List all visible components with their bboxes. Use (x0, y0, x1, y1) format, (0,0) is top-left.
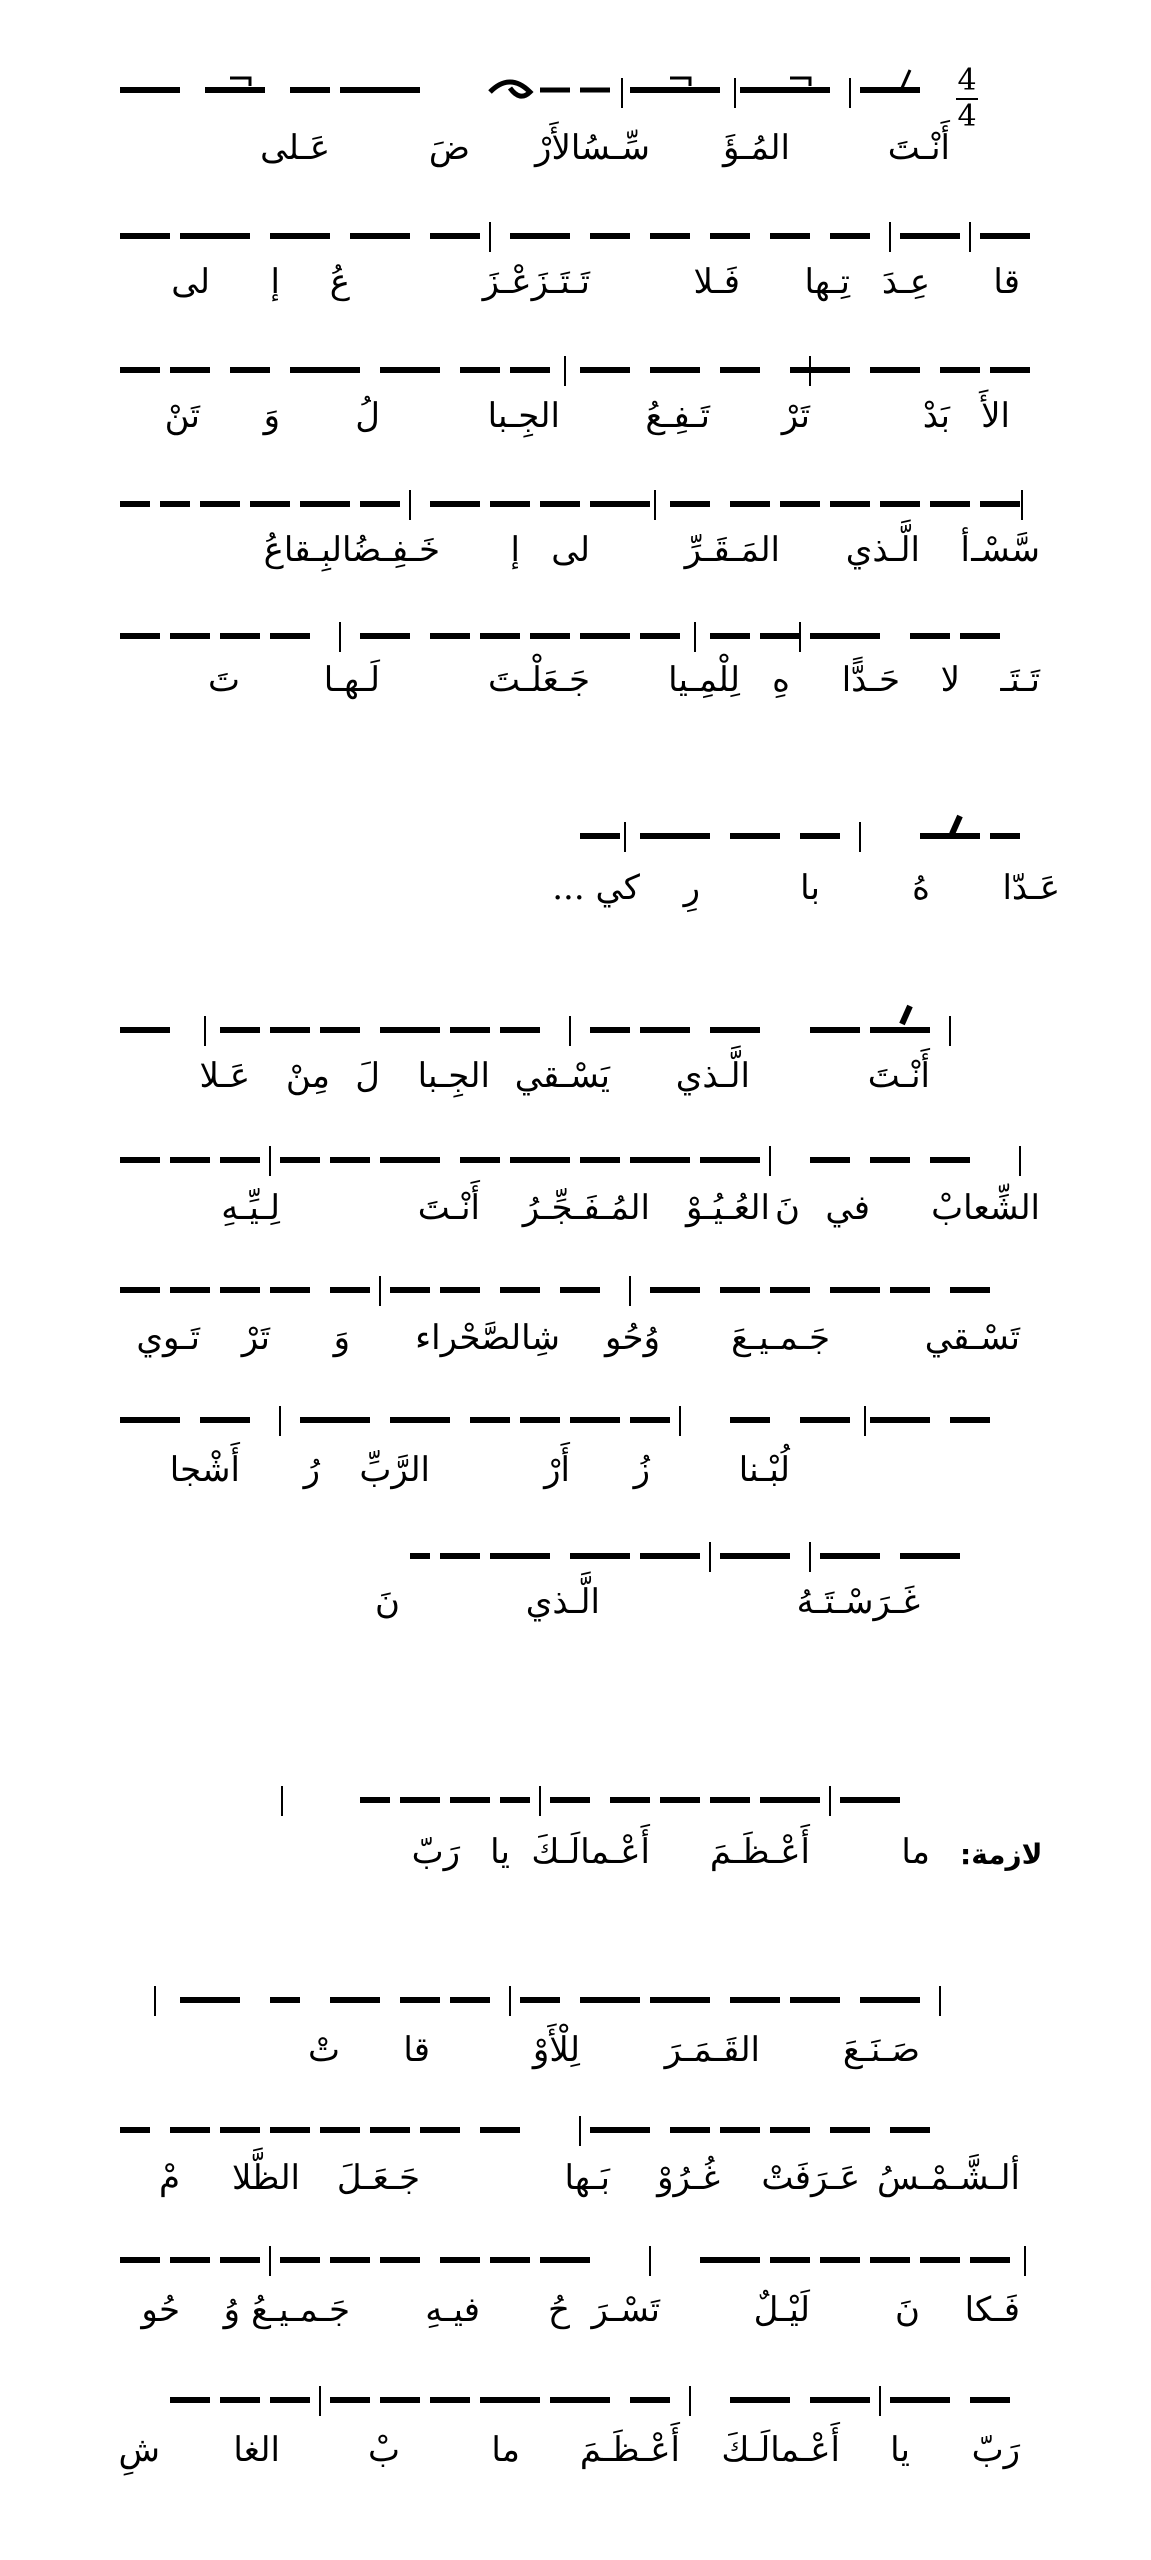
lyric-syllable: جَـعَـلَ (336, 2158, 420, 2198)
lyric-syllable: العُـيُـوْ (686, 1188, 770, 1228)
lyric-syllable: لَـهـا (323, 660, 380, 700)
lyric-syllable: ما (491, 2430, 520, 2470)
lyric-syllable: وَ (263, 396, 280, 436)
notation-svg (110, 1960, 1040, 2040)
lyric-line (110, 2030, 1040, 2074)
notation-line (110, 1960, 1040, 2040)
lyric-syllable: تَ (207, 660, 240, 700)
lyric-syllable: عُ (329, 262, 350, 302)
lyric-syllable: كي ... (552, 868, 640, 908)
lyric-syllable: الجِـبا (487, 396, 560, 436)
lyric-syllable: عِـدَ (881, 262, 930, 302)
lyric-syllable: عَـلى (260, 128, 330, 168)
lyric-syllable: لَيْـلٌ (753, 2290, 810, 2330)
notes (120, 622, 1000, 652)
notes (155, 1986, 940, 2016)
time-signature-numerator: 4 (957, 63, 977, 98)
lyric-line (375, 1582, 1040, 1626)
lyric-syllable: يا (490, 1832, 510, 1872)
lyric-syllable: سِّـسُالأَرْ (535, 128, 650, 168)
lyric-line (110, 1188, 1040, 1232)
notes (120, 2116, 930, 2146)
lyric-syllable: أَشْجا (169, 1450, 240, 1490)
refrain-label: لازمة: (960, 1838, 1043, 1871)
lyric-syllable: تَـتَـزَعْـزَ (482, 262, 590, 302)
lyric-line (110, 2158, 1040, 2202)
notes (120, 2246, 1025, 2276)
lyric-line (270, 1832, 950, 1876)
lyric-syllable: فَـكا (964, 2290, 1020, 2330)
lyric-syllable: عَـلا (199, 1056, 250, 1096)
notation-svg (110, 2220, 1040, 2300)
notes (282, 1786, 900, 1816)
lyric-line (110, 530, 1040, 574)
lyric-syllable: الظَّلا (232, 2158, 300, 2198)
lyric-line (110, 1318, 1040, 1362)
notes (120, 490, 1022, 520)
lyric-syllable: لُبْـنا (738, 1450, 790, 1490)
lyric-syllable: نَ (895, 2290, 920, 2330)
lyric-line (110, 1056, 970, 1100)
lyric-syllable: شِالصَّحْراء (415, 1318, 560, 1358)
lyric-syllable: الَّـذي (525, 1582, 600, 1622)
lyric-line (110, 660, 1040, 704)
notation-line (270, 1760, 970, 1840)
lyric-syllable: أَعْـظَـمَ (709, 1832, 810, 1872)
lyric-syllable: القَـمَـرَ (664, 2030, 760, 2070)
lyric-syllable: تَرْ (781, 396, 810, 436)
lyric-syllable: بَـها (564, 2158, 610, 2198)
lyric-syllable: صَـنَـعَ (842, 2030, 920, 2070)
notation-line (110, 2360, 1040, 2440)
lyric-syllable: إ (270, 262, 280, 302)
lyric-syllable: جَـمـيـعُ (251, 2290, 350, 2330)
lyric-syllable: تَـوي (136, 1318, 200, 1358)
lyric-syllable: هِ (772, 660, 790, 700)
notes (120, 356, 1030, 386)
lyric-syllable: الأَ (981, 396, 1010, 436)
lyric-syllable: أَنْـتَ (417, 1188, 480, 1228)
lyric-syllable: جَـمـيـعَ (731, 1318, 830, 1358)
lyric-line (110, 2430, 1040, 2474)
lyric-syllable: وُحُو (604, 1318, 660, 1358)
lyric-syllable: رَبّ (971, 2430, 1020, 2470)
lyric-syllable: أَعْـمالَـكَ (721, 2430, 840, 2470)
lyric-syllable: يَسْـقي (514, 1056, 610, 1096)
lyric-syllable: با (800, 868, 820, 908)
notes (170, 2386, 1010, 2416)
lyric-syllable: لُ (355, 396, 380, 436)
lyric-syllable: المَـقَـرِّ (684, 530, 780, 570)
lyric-syllable: هُ (912, 868, 930, 908)
lyric-line (110, 1450, 1040, 1494)
lyric-syllable: مِنْ (285, 1056, 330, 1096)
notes (120, 1406, 990, 1436)
lyric-syllable: الشِّعابْ (931, 1188, 1040, 1228)
lyric-syllable: رِ (683, 868, 700, 908)
lyric-syllable: حَـدًّا (841, 660, 900, 700)
lyric-syllable: يا (890, 2430, 910, 2470)
lyric-syllable: غَـرَسْـتَـهُ (796, 1582, 920, 1622)
lyric-syllable: أ (960, 530, 970, 570)
notes (580, 816, 1020, 852)
lyric-syllable: أَعْـظَـمَ (579, 2430, 680, 2470)
lyric-syllable: أَنْـتَ (867, 1056, 930, 1096)
notes (410, 1542, 960, 1572)
lyric-syllable: أَعْـمالَـكَ (531, 1832, 650, 1872)
lyric-syllable: لى (171, 262, 210, 302)
lyric-syllable: تَسْـقي (924, 1318, 1020, 1358)
lyric-syllable: الغا (233, 2430, 280, 2470)
lyric-line (110, 396, 1040, 440)
lyric-syllable: عَـرَفَتْ (761, 2158, 860, 2198)
lyric-syllable: ألـشَّـمْـسُ (876, 2158, 1020, 2198)
lyric-syllable: لى (551, 530, 590, 570)
lyric-syllable: بْ (367, 2430, 400, 2470)
lyric-syllable: ما (901, 1832, 930, 1872)
lyric-syllable: الرَّبِّ (359, 1450, 430, 1490)
lyric-syllable: تِـها (804, 262, 850, 302)
lyric-syllable: لِلْأَوْ (532, 2030, 580, 2070)
lyric-syllable: لِـيِّـهِ (221, 1188, 280, 1228)
lyric-syllable: المُـؤَ (723, 128, 790, 168)
lyric-syllable: إ (510, 530, 520, 570)
lyric-syllable: الَّـذي (845, 530, 920, 570)
lyric-syllable: خَـفِـضُالبِـقاعُ (263, 530, 440, 570)
lyric-syllable: شِ (118, 2430, 160, 2470)
lyric-syllable: نَ (375, 1582, 400, 1622)
lyric-syllable: بَدْ (922, 396, 950, 436)
notes (120, 70, 920, 108)
notes (120, 1276, 990, 1306)
lyric-line (110, 262, 1040, 306)
notes (120, 222, 1030, 252)
lyric-syllable: تَـتَـ (1000, 660, 1040, 700)
lyric-line (500, 868, 1060, 912)
lyric-syllable: أَرْ (544, 1450, 570, 1490)
lyric-syllable: تْ (307, 2030, 340, 2070)
lyric-syllable: ضَ (428, 128, 470, 168)
lyric-syllable: تَسْـرَ (591, 2290, 660, 2330)
notation-svg (270, 1760, 970, 1840)
lyric-syllable: الَّـذي (675, 1056, 750, 1096)
lyric-syllable: حُ (548, 2290, 570, 2330)
lyric-syllable: رُ (303, 1450, 320, 1490)
lyric-syllable: في (825, 1188, 870, 1228)
lyric-syllable: أَنْـتَ (887, 128, 950, 168)
lyric-syllable: قا (403, 2030, 430, 2070)
notes (120, 1006, 950, 1046)
lyric-syllable: سَّسْـ (971, 530, 1040, 570)
lyric-syllable: تَرْ (241, 1318, 270, 1358)
lyric-line (110, 2290, 1040, 2334)
lyric-syllable: نَ (775, 1188, 800, 1228)
notes (120, 1146, 1020, 1176)
lyric-line (110, 128, 1010, 172)
lyric-syllable: وَ (333, 1318, 350, 1358)
notation-line (110, 2220, 1040, 2300)
lyric-syllable: عَـدّا (1002, 868, 1060, 908)
lyric-syllable: قا (993, 262, 1020, 302)
lyric-syllable: غُـرُوْ (657, 2158, 720, 2198)
lyric-syllable: تَنْ (164, 396, 200, 436)
lyric-syllable: حُو (141, 2290, 180, 2330)
lyric-syllable: المُـفَـجِّـرُ (522, 1188, 650, 1228)
notation-svg (110, 2360, 1040, 2440)
lyric-syllable: لا (940, 660, 960, 700)
time-signature-denominator: 4 (957, 99, 977, 134)
lyric-syllable: تَـفِـعُ (645, 396, 710, 436)
lyric-syllable: زُ (633, 1450, 650, 1490)
lyric-syllable: جَـعَلْـتَ (488, 660, 590, 700)
notation-svg (110, 1380, 1040, 1460)
notation-line (110, 1380, 1040, 1460)
lyric-syllable: لَ (355, 1056, 380, 1096)
lyric-syllable: الجِـبا (417, 1056, 490, 1096)
lyric-syllable: لِلْمِـيا (668, 660, 740, 700)
lyric-syllable: رَبّ (411, 1832, 460, 1872)
lyric-syllable: مْ (158, 2158, 180, 2198)
lyric-syllable: وُ (223, 2290, 240, 2330)
lyric-syllable: فيـهِ (425, 2290, 480, 2330)
lyric-syllable: فَـلا (693, 262, 740, 302)
